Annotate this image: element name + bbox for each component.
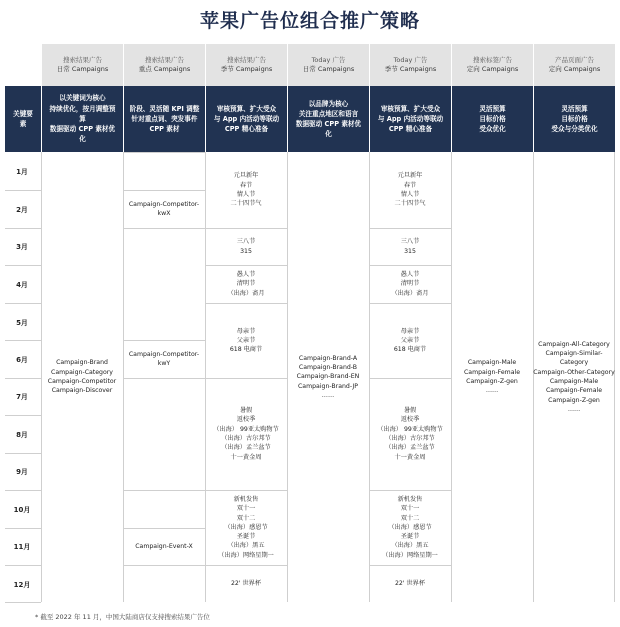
search-seasonal-may-june: 母亲节 父亲节 618 电商节	[229, 327, 263, 354]
divider	[5, 378, 41, 379]
divider	[123, 565, 205, 566]
today-daily-campaigns: Campaign-Brand-A Campaign-Brand-B Campaign-Brand-EN Campaign-Brand-JP ……	[296, 354, 360, 399]
column-header-line1: 产品页面广告	[555, 55, 594, 64]
column-header-line1: 搜索标签广告	[473, 55, 512, 64]
column-header-line1: Today 广告	[311, 55, 346, 64]
column-header-line2: 重点 Campaigns	[138, 65, 191, 73]
key-element-search-seasonal: 审核预算、扩大受众 与 App 内活动等联动 CPP 精心准备	[205, 86, 287, 152]
month-label: 2月	[16, 206, 28, 214]
search-key-campaign-kwy: Campaign-Competitor-kwY	[128, 350, 200, 367]
column-header-today-seasonal	[369, 44, 451, 86]
divider	[5, 340, 41, 341]
search-seasonal-march: 三八节 315	[236, 238, 256, 255]
divider	[5, 228, 41, 229]
column-header-search-seasonal	[205, 44, 287, 86]
month-label: 8月	[16, 431, 28, 439]
column-header-search-tab	[451, 44, 533, 86]
divider	[5, 490, 41, 491]
key-elements-label: 关键要素	[5, 86, 41, 152]
divider	[5, 190, 41, 191]
month-label: 12月	[13, 581, 31, 589]
page-title: 苹果广告位组合推广策略	[199, 10, 420, 32]
key-element-product-page: 灵活预算 目标价格 受众与分类优化	[533, 86, 615, 152]
search-seasonal-worldcup: 22' 世界杯	[230, 579, 262, 587]
column-header-line2: 季节 Campaigns	[384, 65, 437, 73]
month-label: 1月	[16, 168, 28, 176]
month-label: 6月	[16, 356, 28, 364]
column-header-search-daily	[41, 44, 123, 86]
column-header-line1: 搜索结果广告	[227, 55, 266, 64]
divider	[5, 265, 41, 266]
divider	[123, 228, 205, 229]
divider	[5, 565, 41, 566]
column-header-line2: 定向 Campaigns	[466, 65, 519, 73]
divider	[123, 378, 205, 379]
month-label: 10月	[13, 506, 31, 514]
month-label: 9月	[16, 468, 28, 476]
today-seasonal-march: 三八节 315	[400, 238, 420, 255]
today-seasonal-autumn: 新机发售 双十一 双十二 （出海）感恩节 圣诞节 （出海）黑五 （出海）网络星期一	[382, 495, 438, 559]
search-key-campaign-kwx: Campaign-Competitor-kwX	[128, 200, 200, 217]
today-seasonal-winter: 元旦新年 春节 情人节 二十四节气	[394, 172, 426, 208]
search-daily-campaigns: Campaign-Brand Campaign-Category Campaign-Competitor Campaign-Discover	[47, 359, 117, 395]
divider	[5, 453, 41, 454]
divider	[5, 528, 41, 529]
search-tab-campaigns: Campaign-Male Campaign-Female Campaign-Z-gen ……	[463, 359, 521, 395]
search-seasonal-april: 愚人节 清明节 （出海）斋月	[227, 271, 265, 297]
product-page-campaigns: Campaign-All-Category Campaign-Similar-Category Campaign-Other-Category Campaign-Male Campaign-Female Campaign-Z-gen ……	[533, 340, 615, 413]
month-label: 5月	[16, 319, 28, 327]
divider	[5, 303, 41, 304]
footnote: * 截至 2022 年 11 月，中国大陆商店仅支持搜索结果广告位	[35, 613, 210, 621]
column-header-line1: 搜索结果广告	[63, 55, 102, 64]
today-seasonal-summer: 暑假 返校季 （出海） 99亚太购物节 （出海）古尔邦节 （出海）孟兰盆节 十一黄金周	[377, 407, 443, 461]
column-header-line2: 季节 Campaigns	[220, 65, 273, 73]
key-element-search-key: 阶段、灵活随 KPI 调整 针对重点词、突发事件 CPP 素材	[123, 86, 205, 152]
month-label: 3月	[16, 243, 28, 251]
month-label: 11月	[13, 543, 31, 551]
column-header-line2: 定向 Campaigns	[548, 65, 601, 73]
search-seasonal-summer: 暑假 返校季 （出海） 99亚太购物节 （出海）古尔邦节 （出海）孟兰盆节 十一黄金周	[213, 407, 279, 461]
search-seasonal-autumn: 新机发售 双十一 双十二 （出海）感恩节 圣诞节 （出海）黑五 （出海）网络星期一	[218, 495, 274, 559]
key-element-search-daily: 以关键词为核心 持续优化，按月调整预算 数据驱动 CPP 素材优化	[41, 86, 123, 152]
key-element-search-tab: 灵活预算 目标价格 受众优化	[451, 86, 533, 152]
month-label: 7月	[16, 393, 28, 401]
search-key-campaign-event: Campaign-Event-X	[135, 542, 193, 550]
month-label: 4月	[16, 281, 28, 289]
today-seasonal-worldcup: 22' 世界杯	[394, 579, 426, 587]
column-header-line1: Today 广告	[393, 55, 428, 64]
divider	[5, 415, 41, 416]
today-seasonal-april: 愚人节 清明节 （出海）斋月	[391, 271, 429, 297]
key-element-today-daily: 以品牌为核心 关注重点地区和语言 数据驱动 CPP 素材优化	[287, 86, 369, 152]
column-header-line2: 日常 Campaigns	[302, 65, 355, 73]
column-header-line2: 日常 Campaigns	[56, 65, 109, 73]
divider	[123, 490, 205, 491]
column-header-search-key	[123, 44, 205, 86]
divider	[5, 602, 41, 603]
column-header-today-daily	[287, 44, 369, 86]
column-header-line1: 搜索结果广告	[145, 55, 184, 64]
search-seasonal-winter: 元旦新年 春节 情人节 二十四节气	[230, 172, 262, 208]
column-header-product-page	[533, 44, 615, 86]
key-element-today-seasonal: 审核预算、扩大受众 与 App 内活动等联动 CPP 精心准备	[369, 86, 451, 152]
today-seasonal-may-june: 母亲节 父亲节 618 电商节	[393, 327, 427, 354]
divider	[123, 152, 205, 153]
